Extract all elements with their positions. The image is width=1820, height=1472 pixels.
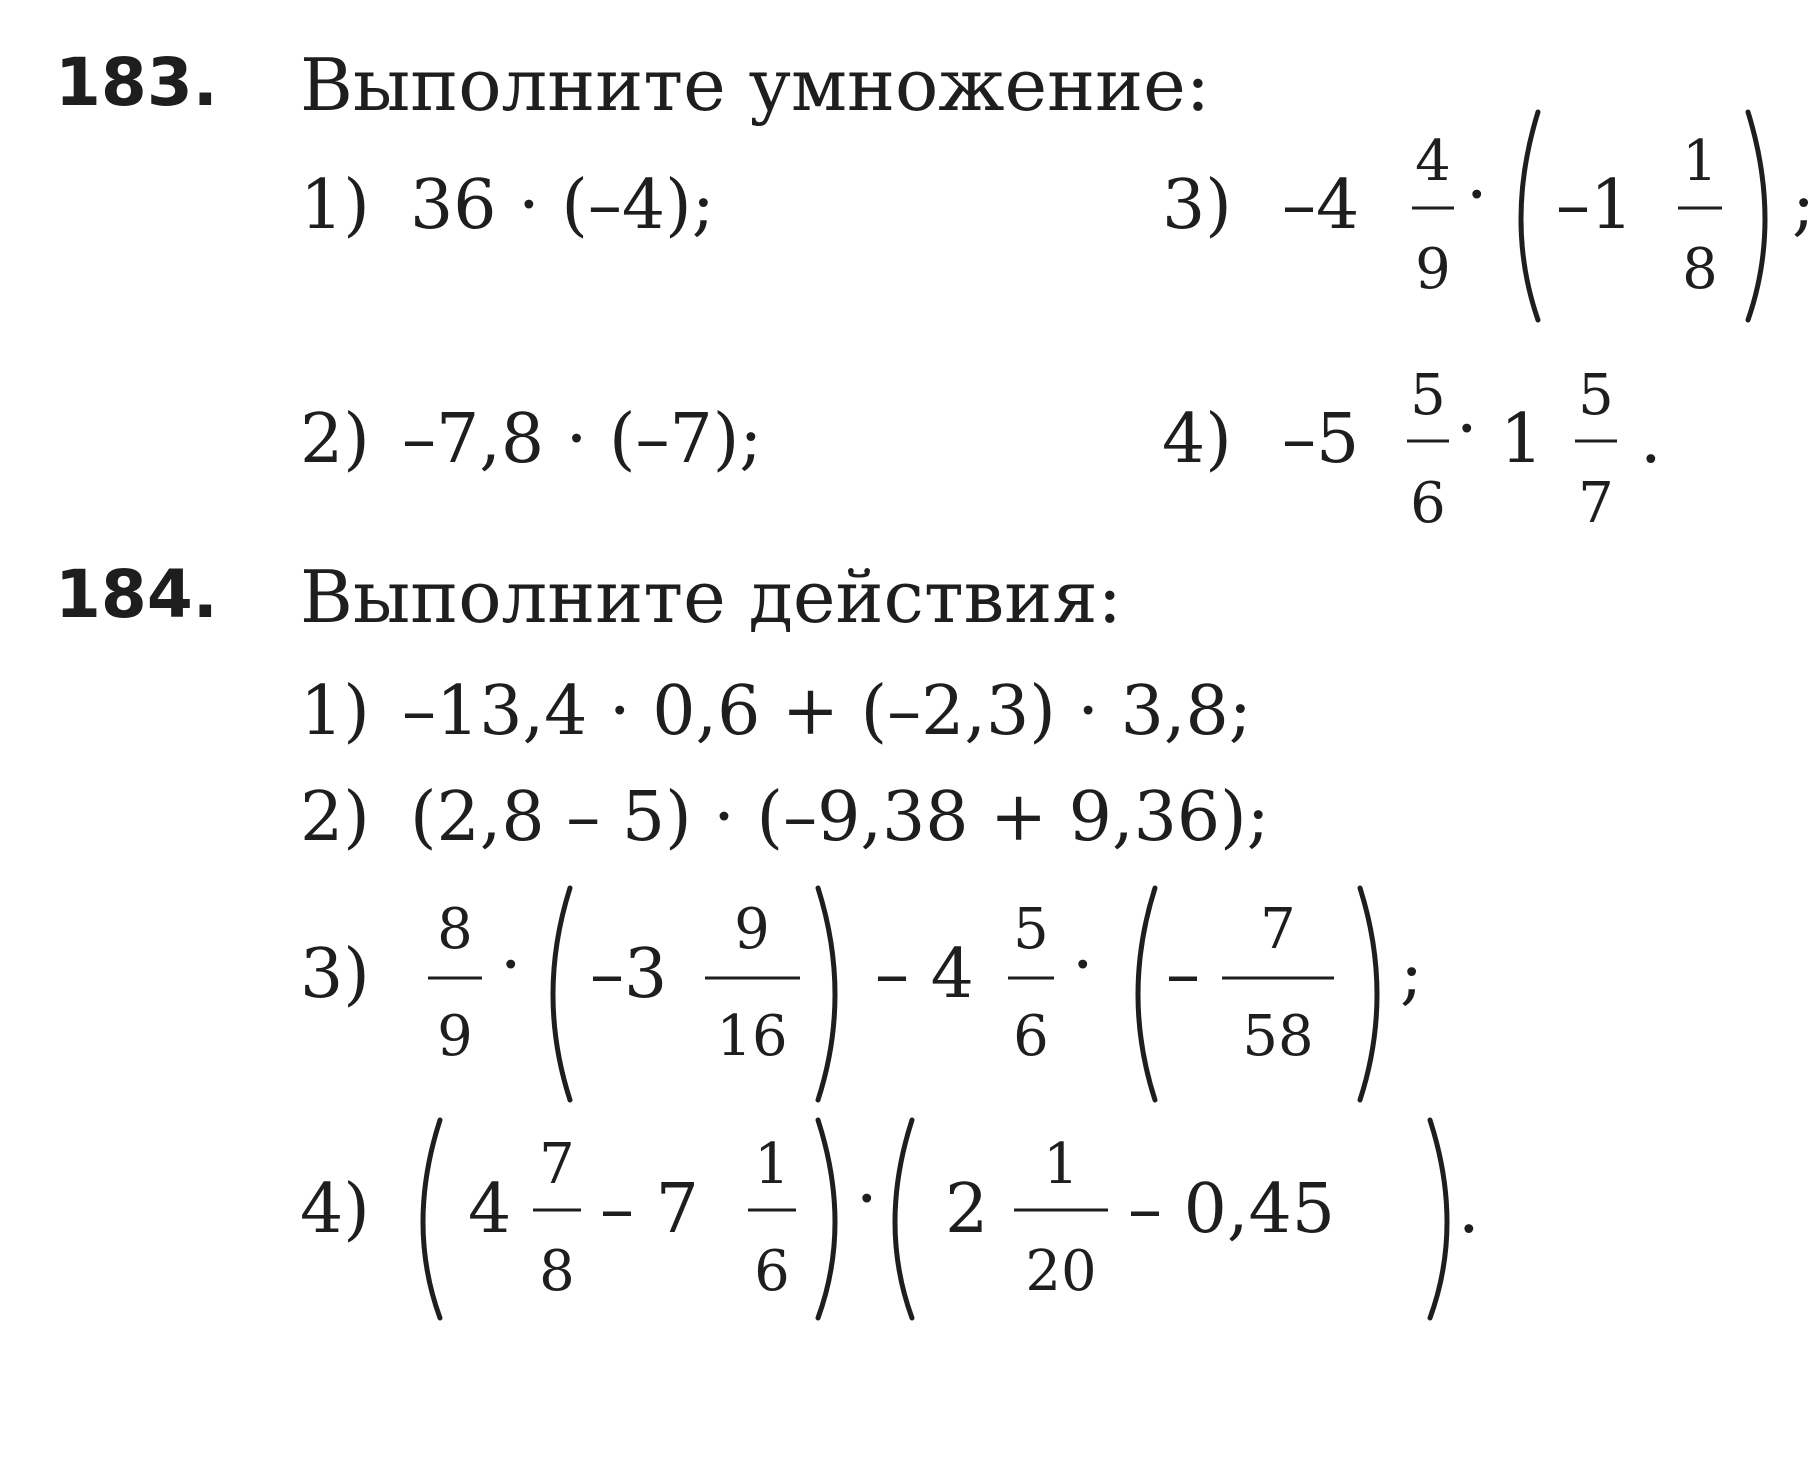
left-paren [1521, 112, 1538, 320]
fraction-denominator: 6 [1410, 471, 1446, 536]
expression: –7,8 · (–7); [402, 400, 763, 479]
left-paren [1138, 888, 1155, 1100]
problem-number: 183. [55, 44, 218, 121]
mixed-whole: 2 [945, 1170, 989, 1249]
exercise-183-2 [300, 400, 762, 479]
terminator: ; [1400, 935, 1423, 1014]
fraction-numerator: 1 [1043, 1132, 1079, 1197]
problem-instruction: Выполните действия: [300, 555, 1122, 639]
fraction-numerator: 7 [539, 1132, 575, 1197]
exercise-183-1 [300, 166, 715, 245]
fraction-denominator: 16 [716, 1004, 788, 1069]
multiply-dot: · [856, 1160, 878, 1239]
left-paren [423, 1120, 440, 1318]
item-label: 1) [300, 672, 370, 751]
right-paren [1430, 1120, 1447, 1318]
fraction-denominator: 9 [437, 1004, 473, 1069]
fraction-numerator: 8 [437, 897, 473, 962]
multiply-dot: · [1456, 390, 1478, 469]
subtract-term: – 4 [875, 935, 974, 1014]
exercise-184-2 [300, 778, 1270, 857]
exercise-184-4 [300, 1120, 1480, 1318]
mixed-whole: –4 [1282, 166, 1360, 245]
fraction-denominator: 6 [1013, 1004, 1049, 1069]
exercise-184-3 [300, 888, 1423, 1100]
terminator: ; [1792, 166, 1815, 245]
fraction-numerator: 9 [734, 897, 770, 962]
left-paren [895, 1120, 912, 1318]
multiply-dot: · [500, 926, 522, 1005]
fraction-denominator: 8 [1682, 237, 1718, 302]
right-paren [1748, 112, 1765, 320]
fraction-numerator: 5 [1578, 363, 1614, 428]
expression: 36 · (–4); [410, 166, 715, 245]
multiply-dot: · [1466, 156, 1488, 235]
right-paren [818, 1120, 835, 1318]
terminator: . [1458, 1170, 1480, 1249]
right-paren [818, 888, 835, 1100]
fraction-denominator: 58 [1242, 1004, 1314, 1069]
expression: –13,4 · 0,6 + (–2,3) · 3,8; [402, 672, 1252, 751]
problem-184 [55, 555, 1480, 1318]
item-label: 4) [300, 1170, 370, 1249]
fraction-denominator: 6 [754, 1239, 790, 1304]
right-paren [1360, 888, 1377, 1100]
item-label: 4) [1162, 400, 1232, 479]
fraction-denominator: 8 [539, 1239, 575, 1304]
item-label: 3) [300, 935, 370, 1014]
exercise-183-4 [1162, 363, 1662, 536]
fraction-denominator: 9 [1415, 237, 1451, 302]
fraction-denominator: 20 [1025, 1239, 1097, 1304]
multiply-dot: · [1072, 926, 1094, 1005]
fraction-numerator: 7 [1260, 897, 1296, 962]
negative-sign: – [1166, 935, 1200, 1014]
item-label: 2) [300, 400, 370, 479]
fraction-numerator: 1 [1682, 129, 1718, 194]
item-label: 1) [300, 166, 370, 245]
exercise-184-1 [300, 672, 1252, 751]
fraction-numerator: 5 [1013, 897, 1049, 962]
left-paren [553, 888, 570, 1100]
mixed-whole: 4 [468, 1170, 512, 1249]
terminator: . [1640, 400, 1662, 479]
exercise-183-3 [1162, 112, 1815, 320]
problem-instruction: Выполните умножение: [300, 43, 1210, 127]
expression: (2,8 – 5) · (–9,38 + 9,36); [410, 778, 1270, 857]
mixed-whole: 1 [1500, 400, 1544, 479]
problem-number: 184. [55, 556, 218, 633]
mixed-whole: –1 [1556, 166, 1634, 245]
fraction-denominator: 7 [1578, 471, 1614, 536]
mixed-whole: –5 [1282, 400, 1360, 479]
mixed-whole: –3 [590, 935, 668, 1014]
item-label: 2) [300, 778, 370, 857]
fraction-numerator: 4 [1415, 129, 1451, 194]
item-label: 3) [1162, 166, 1232, 245]
problem-183 [55, 43, 1815, 536]
fraction-numerator: 5 [1410, 363, 1446, 428]
fraction-numerator: 1 [754, 1132, 790, 1197]
subtract-term: – 0,45 [1128, 1170, 1336, 1249]
subtract-term: – 7 [600, 1170, 699, 1249]
